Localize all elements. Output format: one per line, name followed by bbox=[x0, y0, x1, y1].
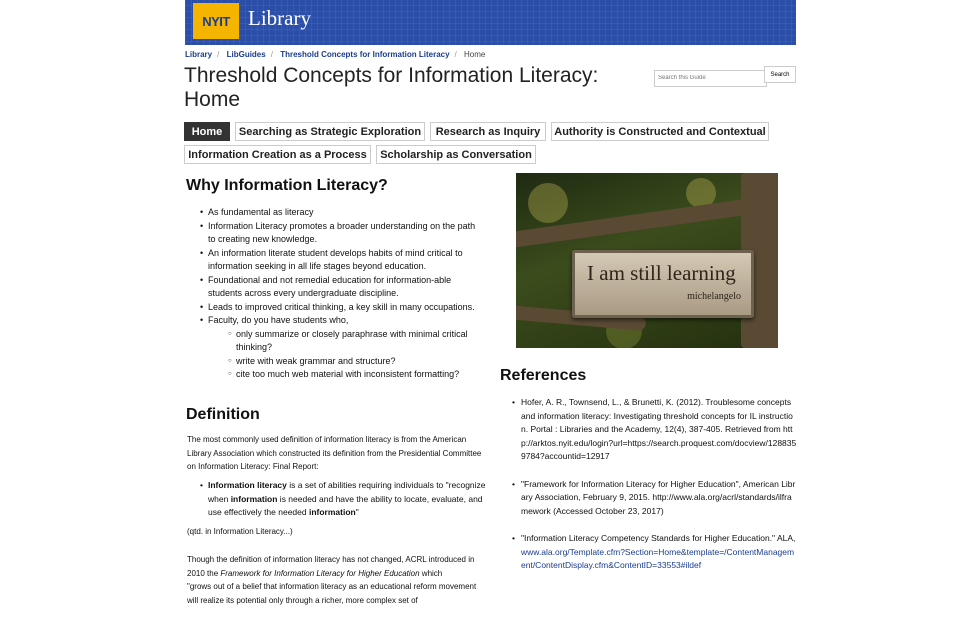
breadcrumb-current: Home bbox=[464, 50, 486, 59]
definition-heading: Definition bbox=[186, 406, 260, 423]
tab-home[interactable]: Home bbox=[184, 122, 230, 141]
plaque bbox=[572, 250, 754, 318]
guide-search bbox=[654, 66, 790, 87]
list-item: • Foundational and not remedial education for information-able students across every undergraduate discipline. bbox=[200, 274, 480, 301]
quote-term: information bbox=[308, 507, 356, 517]
reference-item: • "Framework for Information Literacy for Higher Education", American Library Association, February 9, 2015. http://www.ala.org/acrl/standards/ilframework (Accessed October 23, 2017) bbox=[512, 478, 797, 519]
why-list bbox=[200, 206, 480, 382]
breadcrumb-library[interactable]: Library bbox=[185, 50, 213, 59]
ala-standards-link[interactable]: www.ala.org/Template.cfm?Section=Home&template=/ContentManagement/ContentDisplay.cfm&ContentID=33553#ildef bbox=[521, 546, 795, 570]
framework-title: Framework for Information Literacy for Higher Education bbox=[220, 568, 420, 578]
reference-item bbox=[512, 532, 797, 573]
sub-list-item: ○ write with weak grammar and structure? bbox=[228, 355, 480, 369]
why-heading: Why Information Literacy? bbox=[186, 177, 388, 194]
references-heading: References bbox=[500, 367, 587, 384]
quote-term: Information literacy bbox=[208, 480, 287, 490]
paragraph-text: which bbox=[419, 568, 443, 578]
sub-list bbox=[208, 328, 480, 382]
search-input[interactable] bbox=[654, 70, 767, 87]
breadcrumb-guide[interactable]: Threshold Concepts for Information Literacy bbox=[280, 50, 450, 59]
tab-authority[interactable]: Authority is Constructed and Contextual bbox=[551, 122, 769, 141]
definition-paragraph bbox=[187, 553, 482, 607]
library-banner bbox=[185, 0, 796, 45]
tab-information-creation[interactable]: Information Creation as a Process bbox=[184, 145, 371, 164]
quote-term: information bbox=[230, 493, 278, 504]
references-list bbox=[512, 396, 797, 587]
framework-quote: "grows out of a belief that information literacy as an educational reform movement will realize its potential only through a richer, more complex set of bbox=[187, 582, 477, 605]
quote-text: is needed and have the ability to locate, evaluate, and use effectively the needed bbox=[208, 493, 483, 517]
definition-quote: • Information literacy is a set of abilities requiring individuals to "recognize when information is needed and have the ability to locate, evaluate, and use effectively the needed information" bbox=[200, 480, 486, 517]
nyit-logo[interactable]: NYIT bbox=[193, 3, 239, 39]
list-item-label: Faculty, do you have students who, bbox=[208, 315, 349, 325]
plaque-text: I am still learning bbox=[587, 261, 736, 285]
list-item: • As fundamental as literacy bbox=[200, 206, 480, 220]
quote-text: is a set of abilities requiring individuals to "recognize when bbox=[208, 480, 486, 504]
tab-searching[interactable]: Searching as Strategic Exploration bbox=[235, 122, 425, 141]
library-title[interactable]: Library bbox=[248, 6, 311, 30]
list-item: • Information Literacy promotes a broader understanding on the path to creating new knowledge. bbox=[200, 220, 480, 247]
list-item bbox=[200, 314, 480, 382]
quote-text: " bbox=[355, 507, 359, 517]
breadcrumb-libguides[interactable]: LibGuides bbox=[226, 50, 266, 59]
still-learning-photo bbox=[516, 173, 778, 348]
tab-research[interactable]: Research as Inquiry bbox=[430, 122, 546, 141]
sub-list-item: ○ cite too much web material with inconsistent formatting? bbox=[228, 368, 480, 382]
plaque-signature: michelangelo bbox=[687, 291, 741, 302]
definition-citation: (qtd. in Information Literacy...) bbox=[187, 527, 293, 536]
sub-list-item: ○ only summarize or closely paraphrase with minimal critical thinking? bbox=[228, 328, 480, 355]
list-item: • An information literate student develops habits of mind critical to information seeking in all life stages beyond education. bbox=[200, 247, 480, 274]
breadcrumb: Library / LibGuides / Threshold Concepts for Information Literacy / Home bbox=[185, 50, 486, 59]
paragraph-text: Though the definition of information literacy has not changed, ACRL introduced in 2010 the bbox=[187, 555, 475, 578]
tab-scholarship[interactable]: Scholarship as Conversation bbox=[376, 145, 536, 164]
reference-text: "Information Literacy Competency Standards for Higher Education." ALA, bbox=[521, 533, 796, 543]
page-title: Threshold Concepts for Information Literacy: Home bbox=[184, 64, 599, 111]
definition-intro: The most commonly used definition of information literacy is from the American Library Association which constructed its definition from the Presidential Committee on Information Literacy: Final Report: bbox=[187, 435, 482, 471]
search-button[interactable]: Search bbox=[764, 66, 796, 83]
list-item: • Leads to improved critical thinking, a key skill in many occupations. bbox=[200, 301, 480, 315]
reference-item: • Hofer, A. R., Townsend, L., & Brunetti, K. (2012). Troublesome concepts and information literacy: Investigating threshold concepts for IL instruction. Portal : Libraries and the Academy, 12(4), 387-405. Retrieved from http://arktos.nyit.edu/login?url=https://search.proquest.com/docview/1288359784?accountid=12917 bbox=[512, 396, 797, 464]
